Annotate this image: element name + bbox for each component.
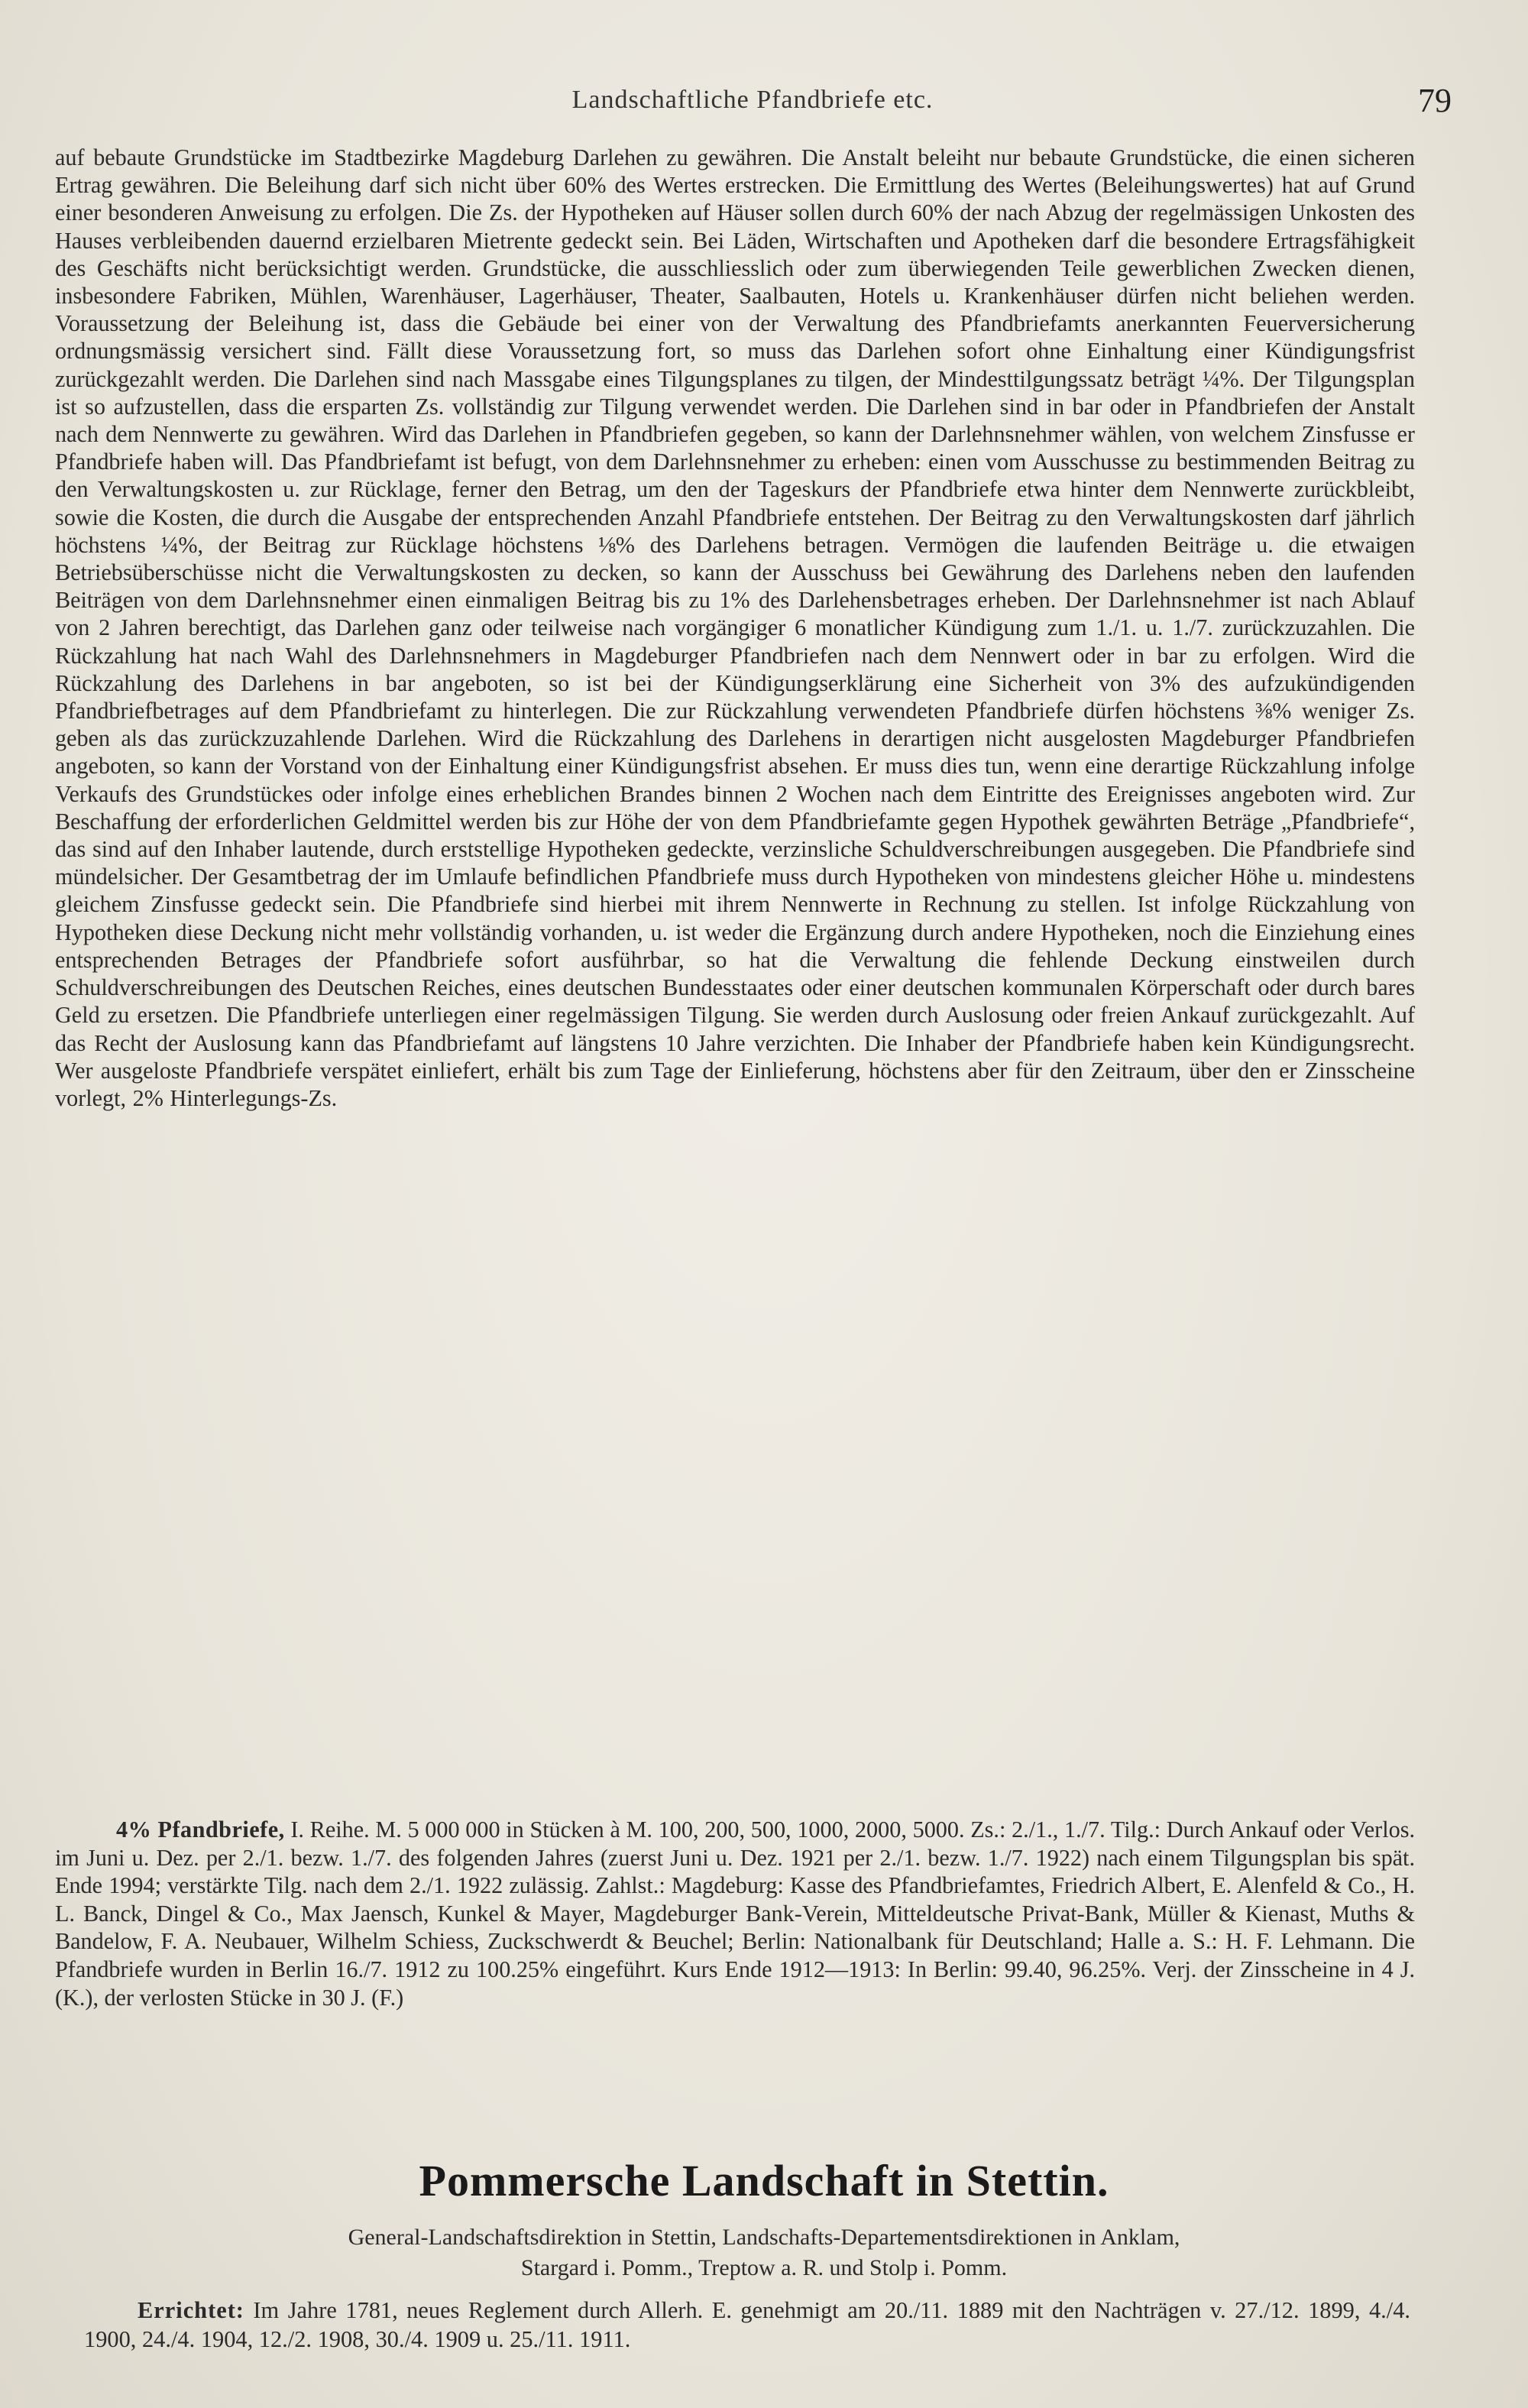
subtitle-line-1: General-Landschaftsdirektion in Stettin, Landschafts-Departementsdirektionen in Anklam, [348,2225,1180,2250]
running-title: Landschaftliche Pfandbriefe etc. [571,86,934,114]
body-paragraph: auf bebaute Grundstücke im Stadtbezirke Magdeburg Darlehen zu gewähren. Die Anstalt beleiht nur bebaute Grundstücke, die einen sicheren Ertrag gewähren. Die Beleihung darf sich nicht über 60% des Wertes erstrecken. Die Ermittlung des Wertes (Beleihungswertes) hat auf Grund einer besonderen Anweisung zu erfolgen. Die Zs. der Hypotheken auf Häuser sollen durch 60% der nach Abzug der regelmässigen Unkosten des Hauses verbleibenden dauernd erzielbaren Mietrente gedeckt sein. Bei Läden, Wirtschaften und Apotheken darf die besondere Ertragsfähigkeit des Geschäfts nicht berücksichtigt werden. Grundstücke, die ausschliesslich oder zum überwiegenden Teile gewerblichen Zwecken dienen, insbesondere Fabriken, Mühlen, Warenhäuser, Lagerhäuser, Theater, Saalbauten, Hotels u. Krankenhäuser dürfen nicht beliehen werden. Voraussetzung der Beleihung ist, dass die Gebäude bei einer von der Verwaltung des Pfandbriefamts anerkannten Feuerversicherung ordnungsmässig versichert sind. Fällt diese Voraussetzung fort, so muss das Darlehen sofort ohne Einhaltung einer Kündigungsfrist zurückgezahlt werden. Die Darlehen sind nach Massgabe eines Tilgungsplanes zu tilgen, der Mindesttilgungssatz beträgt ¼%. Der Tilgungsplan ist so aufzustellen, dass die ersparten Zs. vollständig zur Tilgung verwendet werden. Die Darlehen sind in bar oder in Pfandbriefen der Anstalt nach dem Nennwerte zu gewähren. Wird das Darlehen in Pfandbriefen gegeben, so kann der Darlehnsnehmer wählen, von welchem Zinsfusse er Pfandbriefe haben will. Das Pfandbriefamt ist befugt, von dem Darlehnsnehmer zu erheben: einen vom Ausschusse zu bestimmenden Beitrag zu den Verwaltungskosten u. zur Rücklage, ferner den Betrag, um den der Tageskurs der Pfandbriefe etwa hinter dem Nennwerte zurückbleibt, sowie die Kosten, die durch die Ausgabe der entsprechenden Anzahl Pfandbriefe entstehen. Der Beitrag zu den Verwaltungskosten darf jährlich höchstens ¼%, der Beitrag zur Rücklage höchstens ⅛% des Darlehens betragen. Vermögen die laufenden Beiträge u. die etwaigen Betriebsüberschüsse nicht die Verwaltungskosten zu decken, so kann der Ausschuss bei Gewährung des Darlehens neben den laufenden Beiträgen von dem Darlehnsnehmer einen einmaligen Beitrag bis zu 1% des Darlehensbetrages erheben. Der Darlehnsnehmer ist nach Ablauf von 2 Jahren berechtigt, das Darlehen ganz oder teilweise nach vorgängiger 6 monatlicher Kündigung zum 1./1. u. 1./7. zurückzuzahlen. Die Rückzahlung hat nach Wahl des Darlehnsnehmers in Magdeburger Pfandbriefen nach dem Nennwert oder in bar zu erfolgen. Wird die Rückzahlung des Darlehens in bar angeboten, so ist bei der Kündigungserklärung eine Sicherheit von 3% des aufzukündigenden Pfandbriefbetrages auf dem Pfandbriefamt zu hinterlegen. Die zur Rückzahlung verwendeten Pfandbriefe dürfen höchstens ⅜% weniger Zs. geben als das zurückzuzahlende Darlehen. Wird die Rückzahlung des Darlehens in derartigen nicht ausgelosten Magdeburger Pfandbriefen angeboten, so kann der Vorstand von der Einhaltung einer Kündigungsfrist absehen. Er muss dies tun, wenn eine derartige Rückzahlung infolge Verkaufs des Grundstückes oder infolge eines erheblichen Brandes binnen 2 Wochen nach dem Eintritte des Ereignisses angeboten wird. Zur Beschaffung der erforderlichen Geldmittel werden bis zur Höhe der von dem Pfandbriefamte gegen Hypothek gewährten Beträge „Pfandbriefe“, das sind auf den Inhaber lautende, durch erststellige Hypotheken gedeckte, verzinsliche Schuldverschreibungen ausgegeben. Die Pfandbriefe sind mündelsicher. Der Gesamtbetrag der im Umlaufe befindlichen Pfandbriefe muss durch Hypotheken von mindestens gleicher Höhe u. mindestens gleichem Zinsfusse gedeckt sein. Die Pfandbriefe sind hierbei mit ihrem Nennwerte in Rechnung zu stellen. Ist infolge Rückzahlung von Hypotheken diese Deckung nicht mehr vollständig vorhanden, u. ist weder die Ergänzung durch andere Hypotheken, noch die Einziehung eines entsprechenden Betrages der Pfandbriefe sofort ausführbar, so hat die Verwaltung die fehlende Deckung einstweilen durch Schuldverschreibungen des Deutschen Reiches, eines deutschen Bundesstaates oder einer deutschen kommunalen Körperschaft oder durch bares Geld zu ersetzen. Die Pfandbriefe unterliegen einer regelmässigen Tilgung. Sie werden durch Auslosung oder freien Ankauf zurückgezahlt. Auf das Recht der Auslosung kann das Pfandbriefamt auf längstens 10 Jahre verzichten. Die Inhaber der Pfandbriefe haben kein Kündigungsrecht. Wer ausgeloste Pfandbriefe verspätet einliefert, erhält bis zum Tage der Einlieferung, höchstens aber für den Zeitraum, über den er Zinsscheine vorlegt, 2% Hinterlegungs-Zs. [55,144,1415,1111]
errichtet-label: Errichtet: [138,2297,244,2323]
section-subtitle [0,2222,1528,2283]
bond-heading: 4% Pfandbriefe, [116,1817,285,1842]
page-header [53,82,1452,131]
main-text-block [55,144,1415,1794]
bond-paragraph [55,1816,1415,2011]
section-title: Pommersche Landschaft in Stettin. [419,2156,1109,2205]
bond-text: I. Reihe. M. 5 000 000 in Stücken à M. 100, 200, 500, 1000, 2000, 5000. Zs.: 2./1., 1./7. Tilg.: Durch Ankauf oder Verlos. im Juni u. Dez. per 2./1. bezw. 1./7. des folgenden Jahres (zuerst Juni u. Dez. 1921 per 2./1. bezw. 1./7. 1922) nach einem Tilgungsplan bis spät. Ende 1994; verstärkte Tilg. nach dem 2./1. 1922 zulässig. Zahlst.: Magdeburg: Kasse des Pfandbriefamtes, Friedrich Albert, E. Alenfeld & Co., H. L. Banck, Dingel & Co., Max Jaensch, Kunkel & Mayer, Magdeburger Bank-Verein, Mitteldeutsche Privat-Bank, Müller & Kienast, Muths & Bandelow, F. A. Neubauer, Wilhelm Schiess, Zuckschwerdt & Beuchel; Berlin: Nationalbank für Deutschland; Halle a. S.: H. F. Lehmann. Die Pfandbriefe wurden in Berlin 16./7. 1912 zu 100.25% eingeführt. Kurs Ende 1912—1913: In Berlin: 99.40, 96.25%. Verj. der Zinsscheine in 4 J. (K.), der verlosten Stücke in 30 J. (F.) [55,1817,1415,2011]
errichtet-paragraph [84,2296,1410,2354]
bond-entry [55,1816,1415,2011]
errichtet-text: Im Jahre 1781, neues Reglement durch Allerh. E. genehmigt am 20./11. 1889 mit den Nachträgen v. 27./12. 1899, 4./4. 1900, 24./4. 1904, 12./2. 1908, 30./4. 1909 u. 25./11. 1911. [84,2297,1410,2352]
errichtet-block [84,2296,1410,2354]
subtitle-line-2: Stargard i. Pomm., Treptow a. R. und Stolp i. Pomm. [520,2255,1008,2280]
page-number: 79 [1418,82,1452,119]
